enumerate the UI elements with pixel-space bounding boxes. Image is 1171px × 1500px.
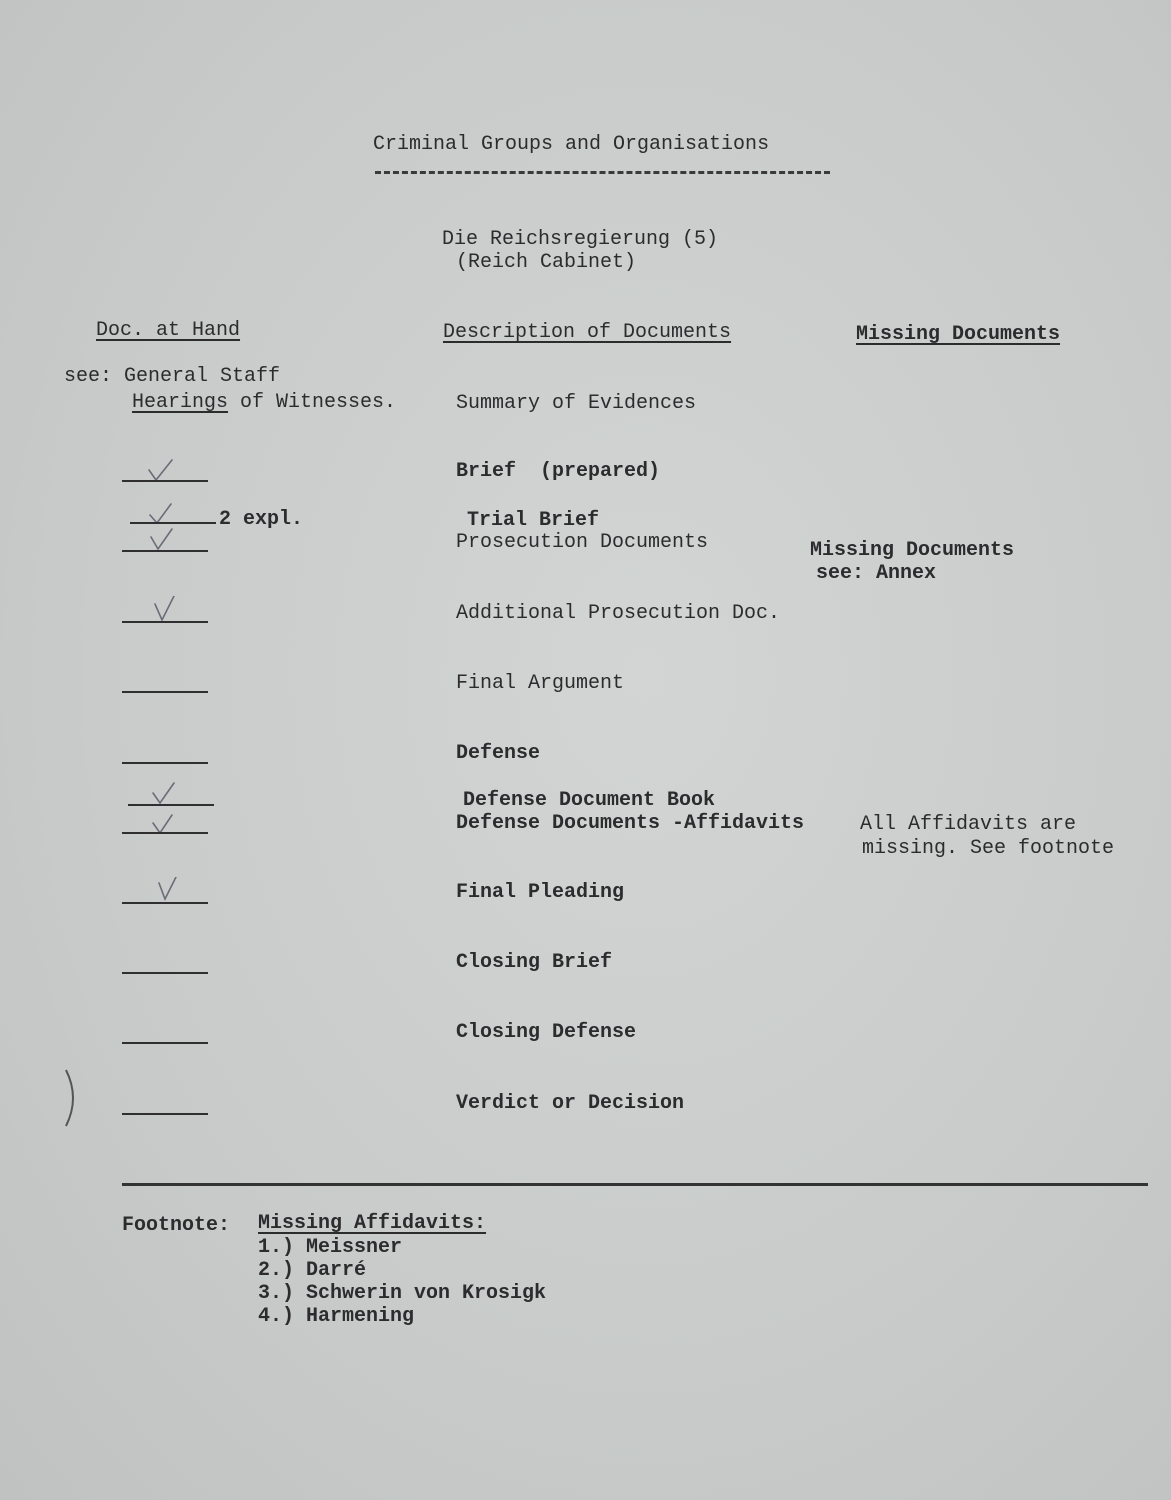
row-closing-defense: Closing Defense [456,1021,637,1044]
header-missing: Missing Documents [856,323,1061,346]
blank-line [122,1113,208,1115]
blank-line [122,1042,208,1044]
affidavits-missing-note-2: missing. See footnote [862,837,1115,860]
blank-line [122,621,208,623]
row-closing-brief: Closing Brief [456,951,613,974]
row-prosecution-documents: Prosecution Documents [456,531,709,554]
footnote-item: 4.) Harmening [258,1305,415,1328]
see-note-line1: see: General Staff [64,365,281,388]
header-doc-at-hand: Doc. at Hand [96,319,241,342]
row-additional-prosecution: Additional Prosecution Doc. [456,602,781,625]
blank-line [130,522,216,524]
blank-line [122,691,208,693]
blank-line [122,550,208,552]
document-title: Criminal Groups and Organisations [373,133,770,156]
header-description: Description of Documents [443,321,732,344]
see-note-line2 [132,392,396,414]
document-subtitle-translation: (Reich Cabinet) [456,251,637,274]
row-trial-brief: Trial Brief [467,509,600,532]
affidavits-missing-note: All Affidavits are [860,813,1077,836]
blank-line [128,804,214,806]
document-subtitle: Die Reichsregierung (5) [442,228,719,251]
row-defense-document-book: Defense Document Book [463,789,716,812]
hearings-underlined: Hearings [132,391,229,414]
blank-line [122,480,208,482]
blank-line [122,902,208,904]
footnote-item: 3.) Schwerin von Krosigk [258,1282,547,1305]
missing-documents-annex: see: Annex [816,562,937,585]
footnote-label: Footnote: [122,1214,231,1237]
checkmark-icon [152,596,182,622]
row-defense-affidavits: Defense Documents -Affidavits [456,812,805,835]
row-verdict: Verdict or Decision [456,1092,685,1115]
row-final-argument: Final Argument [456,672,625,695]
footnote-item: 1.) Meissner [258,1236,403,1259]
row-summary-of-evidences: Summary of Evidences [456,392,697,415]
footnote-item: 2.) Darré [258,1259,367,1282]
margin-pencil-mark [62,1068,82,1128]
footnote-divider [122,1183,1148,1186]
copies-note: 2 expl. [219,508,304,531]
blank-line [122,832,208,834]
row-defense: Defense [456,742,541,765]
checkmark-icon [156,877,186,903]
hearings-rest: of Witnesses. [228,391,397,414]
missing-documents-note: Missing Documents [810,539,1015,562]
footnote-heading: Missing Affidavits: [258,1212,487,1235]
blank-line [122,762,208,764]
row-brief: Brief (prepared) [456,460,661,483]
blank-line [122,972,208,974]
title-dashed-underline [375,171,830,174]
row-final-pleading: Final Pleading [456,881,625,904]
